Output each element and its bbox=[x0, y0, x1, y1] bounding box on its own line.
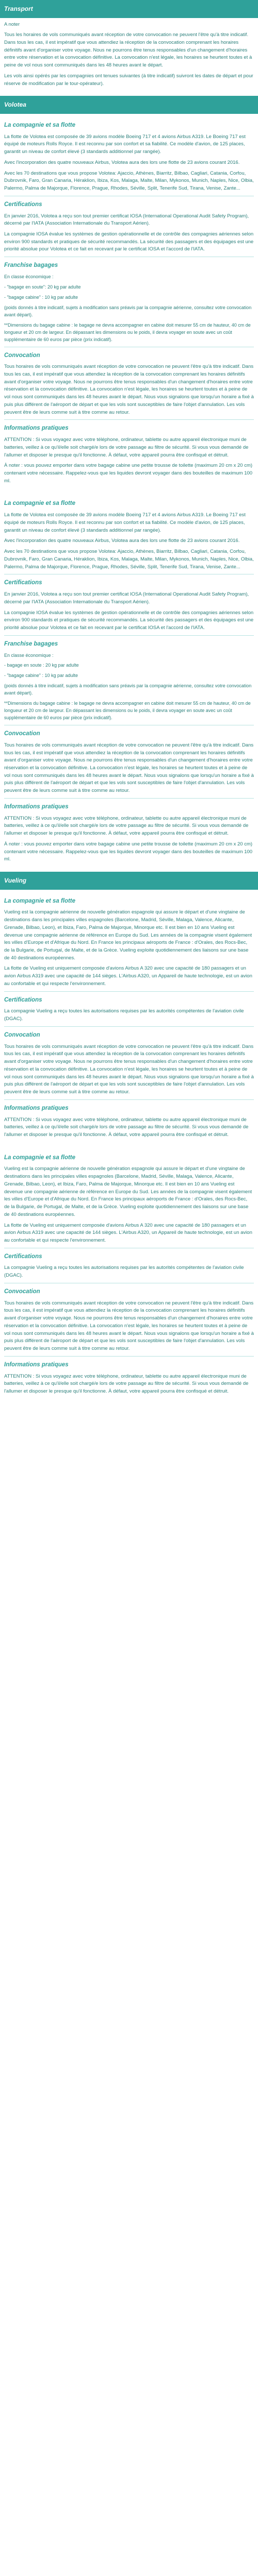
volotea-p7: - "bagage en soute": 20 kg par adulte bbox=[4, 284, 81, 290]
vueling2-p3: La compagnie Vueling a reçu toutes les autorisations requises par les autorités compétentes de l'aviation civile (DGAC). bbox=[4, 1265, 244, 1279]
vueling2-p5: ATTENTION : Si vous voyagez avec votre téléphone, ordinateur, tablette ou autre appareil électronique muni de batteries, veillez à ce qu'il/elle soit chargé/e lors de votre passage au filtre de sécurité. Si vous vous demandé de l'allumer et disposer le presque qu'il fonctionne. À défaut, votre appareil pourra être confisqué et détruit. bbox=[4, 1373, 249, 1394]
volotea-bag-heading: Franchise bagages bbox=[4, 262, 58, 269]
volotea-p5: La compagnie IOSA évalue les systèmes de gestion opérationnelle et de contrôle des compagnies aériennes selon environ 900 standards et pratiques de sécurité recommandés. La sécurité des passagers et des équipages est une priorité absolue pour Volotea et ce fait en recevant par le certificat IOSA et l'accord de l'IATA. bbox=[4, 231, 254, 252]
volotea-p1: La flotte de Volotea est composée de 39 avions modèle Boeing 717 et 4 avions Airbus A319. Le Boeing 717 est équipé de moteurs Rolls Royce. Il est reconnu par son confort et sa fiabilité. Ce modèle d'avion, de 125 places, garantit un niveau de confort élevé (3 standards additionnel par rangée). bbox=[4, 133, 246, 155]
vueling2-info-heading: Informations pratiques bbox=[4, 1361, 69, 1368]
transport-intro: A noter bbox=[4, 21, 20, 27]
volotea-p13: À noter : vous pouvez emporter dans votre bagage cabine une petite trousse de toilette (maximum 20 cm x 20 cm) contenant votre nécessaire. Rappelez-vous que les liquides devront voyager dans des bouteilles de maximum 100 ml. bbox=[4, 463, 253, 484]
vueling-conv-heading: Convocation bbox=[4, 1031, 40, 1038]
volotea2-p4: En janvier 2016, Volotea a reçu son tout premier certificat IOSA (International Operational Audit Safety Program), décerné par l'IATA (Association Internationale du Transport Aérien). bbox=[4, 591, 249, 605]
volotea2-p1: La flotte de Volotea est composée de 39 avions modèle Boeing 717 et 4 avions Airbus A319. Le Boeing 717 est équipé de moteurs Rolls Royce. Il est reconnu par son confort et sa fiabilité. Ce modèle d'avion, de 125 places, garantit un niveau de confort élevé (3 standards additionnel par rangée). bbox=[4, 512, 246, 533]
volotea-p12: ATTENTION : Si vous voyagez avec votre téléphone, ordinateur, tablette ou autre appareil électronique muni de batteries, veillez à ce qu'il/elle soit chargé/e lors de votre passage au filtre de sécurité. Si vous vous demandé de l'allumer et disposer le presque qu'il fonctionne. À défaut, votre appareil pourra être confisqué et détruit. bbox=[4, 437, 249, 458]
volotea-p11: Tous horaires de vols communiqués avant réception de votre convocation ne peuvent l'être qu'à titre indicatif. Dans tous les cas, il est impératif que vous attendiez la réception de la convocation comprenant les horaires définitifs avant d'organiser votre voyage. Nous ne pourrons être tenus responsables d'un changement d'horaires entre votre réservation et la convocation définitive. La convocation n'est légale, les horaires se heurtent toutes et à peine de vol nous sont communiqués dans les 48 heures avant le départ. Nous vous signalons que lorsqu'un horaire a fixé à puis plus différent de l'aéroport de départ et que les vols sont susceptibles de faire l'objet d'annulation. Les vols peuvent être de leurs comme suit à titre comme au retour. bbox=[4, 364, 254, 415]
divider bbox=[4, 798, 254, 799]
vueling-p1: Vueling est la compagnie aérienne de nouvelle génération espagnole qui assure le départ et d'une vingtaine de destinations dans les principales villes espagnoles (Barcelone, Madrid, Séville, Malaga, Valence, Alicante, Grenade, Bilbao, Leon), et Ibiza, Faro, Palma de Majorque, Minorque etc. Il est bien en 10 ans Vueling est devenue une compagnie aérienne de référence en Europe du Sud. Les années de la compagnie visent également les villes d'Europe et d'Afrique du Nord. En France les principaux aéroports de France : d'Orales, des Rocs-Bec, de la Bulgarie, de Portugal, de Malte, et de la Grèce. Vueling exploite quotidiennement des liaisons sur une base de 40 destinations européennes. bbox=[4, 909, 252, 961]
volotea2-p10: **Dimensions du bagage cabine : le bagage ne devra accompagner en cabine doit mesurer 55 cm de hauteur, 40 cm de longueur et 20 cm de largeur. En dépassant les dimensions ou le poids, il devra voyager en soute avec un coût supplémentaire de 60 euros par pièce (prix indicatif). bbox=[4, 701, 251, 721]
volotea-section bbox=[0, 114, 258, 872]
volotea2-conv-heading: Convocation bbox=[4, 731, 40, 737]
volotea2-p3: Avec les 70 destinations que vous propose Volotea: Ajaccio, Athènes, Biarritz, Bilbao, Cagliari, Catania, Corfou, Dubrovnik, Faro, Gran Canaria, Héraklion, Ibiza, Kos, Malaga, Malte, Milan, Mykonos, Munich, Naples, Nice, Olbia, Palermo, Palma de Majorque, Florence, Prague, Rhodes, Séville, Split, Tenerife Sud, Tirana, Venise, Zante... bbox=[4, 549, 254, 570]
vueling-p5: ATTENTION : Si vous voyagez avec votre téléphone, ordinateur, tablette ou autre appareil électronique muni de batteries, veillez à ce qu'il/elle soit chargé/e lors de votre passage au filtre de sécurité. Si vous vous demandé de l'allumer et disposer le presque qu'il fonctionne. À défaut, votre appareil pourra être confisqué et détruit. bbox=[4, 1116, 249, 1138]
divider bbox=[4, 1099, 254, 1100]
volotea2-p5: La compagnie IOSA évalue les systèmes de gestion opérationnelle et de contrôle des compagnies aériennes selon environ 900 standards et pratiques de sécurité recommandés. La sécurité des passagers et des équipages est une priorité absolue pour Volotea et ce fait en recevant par le certificat IOSA et l'accord de l'IATA. bbox=[4, 609, 254, 631]
vueling-info-heading: Informations pratiques bbox=[4, 1105, 69, 1111]
volotea2-p12: ATTENTION : Si vous voyagez avec votre téléphone, ordinateur, tablette ou autre appareil électronique muni de batteries, veillez à ce qu'il/elle soit chargé/e lors de votre passage au filtre de sécurité. Si vous vous demandé de l'allumer et disposer le presque qu'il fonctionne. À défaut, votre appareil pourra être confisqué et détruit. bbox=[4, 815, 249, 837]
transport-section bbox=[0, 18, 258, 96]
volotea-info-heading: Informations pratiques bbox=[4, 425, 69, 432]
volotea2-company-heading: La compagnie et sa flotte bbox=[4, 500, 76, 507]
vueling-section bbox=[0, 890, 258, 1404]
vueling2-cert-heading: Certifications bbox=[4, 1253, 42, 1260]
volotea-p3: Avec les 70 destinations que vous propose Volotea: Ajaccio, Athènes, Biarritz, Bilbao, Cagliari, Catania, Corfou, Dubrovnik, Faro, Gran Canaria, Héraklion, Ibiza, Kos, Malaga, Malte, Milan, Mykonos, Munich, Naples, Nice, Olbia, Palermo, Palma de Majorque, Florence, Prague, Rhodes, Séville, Split, Tenerife Sud, Tirana, Venise, Zante... bbox=[4, 170, 254, 192]
transport-band: Transport bbox=[0, 0, 258, 18]
divider bbox=[4, 419, 254, 420]
volotea2-p13: À noter : vous pouvez emporter dans votre bagage cabine une petite trousse de toilette (maximum 20 cm x 20 cm) contenant votre nécessaire. Rappelez-vous que les liquides devront voyager dans des bouteilles de maximum 100 ml. bbox=[4, 841, 253, 862]
volotea2-p11: Tous horaires de vols communiqués avant réception de votre convocation ne peuvent l'être qu'à titre indicatif. Dans tous les cas, il est impératif que vous attendiez la réception de la convocation comprenant les horaires définitifs avant d'organiser votre voyage. Nous ne pourrons être tenus responsables d'un changement d'horaires entre votre réservation et la convocation définitive. La convocation n'est légale, les horaires se heurtent toutes et à peine de vol nous sont communiqués dans les 48 heures avant le départ. Nous vous signalons que lorsqu'un horaire a fixé à puis plus différent de l'aéroport de départ et que les vols sont susceptibles de faire l'objet d'annulation. Les vols peuvent être de leurs comme suit à titre comme au retour. bbox=[4, 742, 254, 794]
vueling-company-heading: La compagnie et sa flotte bbox=[4, 897, 76, 904]
volotea-conv-heading: Convocation bbox=[4, 352, 40, 359]
volotea2-bag-heading: Franchise bagages bbox=[4, 640, 58, 647]
volotea2-p2: Avec l'incorporation des quatre nouveaux Airbus, Volotea aura des lors une flotte de 23 avions courant 2016. bbox=[4, 538, 240, 544]
volotea2-info-heading: Informations pratiques bbox=[4, 803, 69, 810]
vueling-p2: La flotte de Vueling est uniquement composée d'avions Airbus A 320 avec une capacité de 180 passagers et un avion Airbus A319 avec une capacité de 144 sièges. L'Airbus A320, un Appareil de haute technologie, est un avion au confortable et qui respecte l'environnement. bbox=[4, 965, 252, 987]
vueling-band: Vueling bbox=[0, 872, 258, 890]
volotea2-p7: - bagage en soute : 20 kg par adulte bbox=[4, 663, 79, 668]
volotea-p6: En classe économique : bbox=[4, 274, 54, 279]
volotea2-p8: - "bagage cabine" : 10 kg par adulte bbox=[4, 673, 78, 679]
vueling-p3: La compagnie Vueling a reçu toutes les autorisations requises par les autorités compétentes de l'aviation civile (DGAC). bbox=[4, 1008, 244, 1022]
vueling2-p1: Vueling est la compagnie aérienne de nouvelle génération espagnole qui assure le départ et d'une vingtaine de destinations dans les principales villes espagnoles (Barcelone, Madrid, Séville, Malaga, Valence, Alicante, Grenade, Bilbao, Leon), et Ibiza, Faro, Palma de Majorque, Minorque etc. Il est bien en 10 ans Vueling est devenue une compagnie aérienne de référence en Europe du Sud. Les années de la compagnie visent également les villes d'Europe et d'Afrique du Nord. En France les principaux aéroports de France : d'Orales, des Rocs-Bec, de la Bulgarie, de Portugal, de Malte, et de la Grèce. Vueling exploite quotidiennement des liaisons sur une base de 40 destinations européennes. bbox=[4, 1166, 252, 1217]
volotea-band: Volotea bbox=[0, 96, 258, 114]
volotea-company-heading: La compagnie et sa flotte bbox=[4, 122, 76, 128]
volotea-p10: **Dimensions du bagage cabine : le bagage ne devra accompagner en cabine doit mesurer 55 cm de hauteur, 40 cm de longueur et 20 cm de largeur. En dépassant les dimensions ou le poids, il devra voyager en soute avec un coût supplémentaire de 60 euros par pièce (prix indicatif). bbox=[4, 322, 251, 342]
volotea-p2: Avec l'incorporation des quatre nouveaux Airbus, Volotea aura des lors une flotte de 23 avions courant 2016. bbox=[4, 159, 240, 165]
vueling2-p4: Tous horaires de vols communiqués avant réception de votre convocation ne peuvent l'être qu'à titre indicatif. Dans tous les cas, il est impératif que vous attendiez la réception de la convocation comprenant les horaires définitifs avant d'organiser votre voyage. Nous ne pourrons être tenus responsables d'un changement d'horaires entre votre réservation et la convocation définitive. La convocation n'est légale, les horaires se heurtent toutes et à peine de vol nous sont communiqués dans les 48 heures avant le départ. Nous vous signalons que lorsqu'un horaire a fixé à puis plus différent de l'aéroport de départ et que les vols sont susceptibles de faire l'objet d'annulation. Les vols peuvent être de leurs comme suit à titre comme au retour. bbox=[4, 1300, 254, 1352]
transport-p1: Tous les horaires de vols communiqués avant réception de votre convocation ne peuvent l'être qu'à titre indicatif. Dans tous les cas, il est impératif que vous attendiez la réception de la convocation comprenant les horaires définitifs avant d'organiser votre voyage. Nous ne pourrons être tenus responsables d'un changement d'horaires entre votre réservation et la convocation définitive. La convocation n'est légale, les horaires se heurtent toutes et à peine de vol nous sont communiqués dans les 48 heures avant le départ. bbox=[4, 32, 252, 69]
transport-p2: Les vols ainsi opérés par les compagnies ont tenues suivantes (à titre indicatif) suivront les dates de départ et pour réserve de modification par le tour-opérateur). bbox=[4, 73, 253, 87]
volotea-cert-heading: Certifications bbox=[4, 201, 42, 208]
divider bbox=[4, 1356, 254, 1357]
vueling2-p2: La flotte de Vueling est uniquement composée d'avions Airbus A 320 avec une capacité de 180 passagers et un avion Airbus A319 avec une capacité de 144 sièges. L'Airbus A320, un Appareil de haute technologie, est un avion au confortable et qui respecte l'environnement. bbox=[4, 1222, 252, 1243]
vueling2-company-heading: La compagnie et sa flotte bbox=[4, 1154, 76, 1161]
volotea-p8: - "bagage cabine" : 10 kg par adulte bbox=[4, 294, 78, 300]
volotea-p9: (poids donnés à titre indicatif, sujets à modification sans préavis par la compagnie aérienne, consultez votre convocation avant départ). bbox=[4, 304, 252, 317]
divider bbox=[4, 635, 254, 636]
volotea2-p9: (poids donnés à titre indicatif, sujets à modification sans préavis par la compagnie aérienne, consultez votre convocation avant départ). bbox=[4, 683, 252, 696]
divider bbox=[4, 991, 254, 992]
volotea-p4: En janvier 2016, Volotea a reçu son tout premier certificat IOSA (International Operational Audit Safety Program), décerné par l'IATA (Association Internationale du Transport Aérien). bbox=[4, 213, 249, 227]
volotea2-cert-heading: Certifications bbox=[4, 580, 42, 586]
vueling2-conv-heading: Convocation bbox=[4, 1288, 40, 1295]
volotea2-p6: En classe économique : bbox=[4, 652, 54, 658]
vueling-p4: Tous horaires de vols communiqués avant réception de votre convocation ne peuvent l'être qu'à titre indicatif. Dans tous les cas, il est impératif que vous attendiez la réception de la convocation comprenant les horaires définitifs avant d'organiser votre voyage. Nous ne pourrons être tenus responsables d'un changement d'horaires entre votre réservation et la convocation définitive. La convocation n'est légale, les horaires se heurtent toutes et à peine de vol nous sont communiqués dans les 48 heures avant le départ. Nous vous signalons que lorsqu'un horaire a fixé à puis plus différent de l'aéroport de départ et que les vols sont susceptibles de faire l'objet d'annulation. Les vols peuvent être de leurs comme suit à titre comme au retour. bbox=[4, 1043, 254, 1095]
divider bbox=[4, 1026, 254, 1027]
vueling-cert-heading: Certifications bbox=[4, 996, 42, 1003]
